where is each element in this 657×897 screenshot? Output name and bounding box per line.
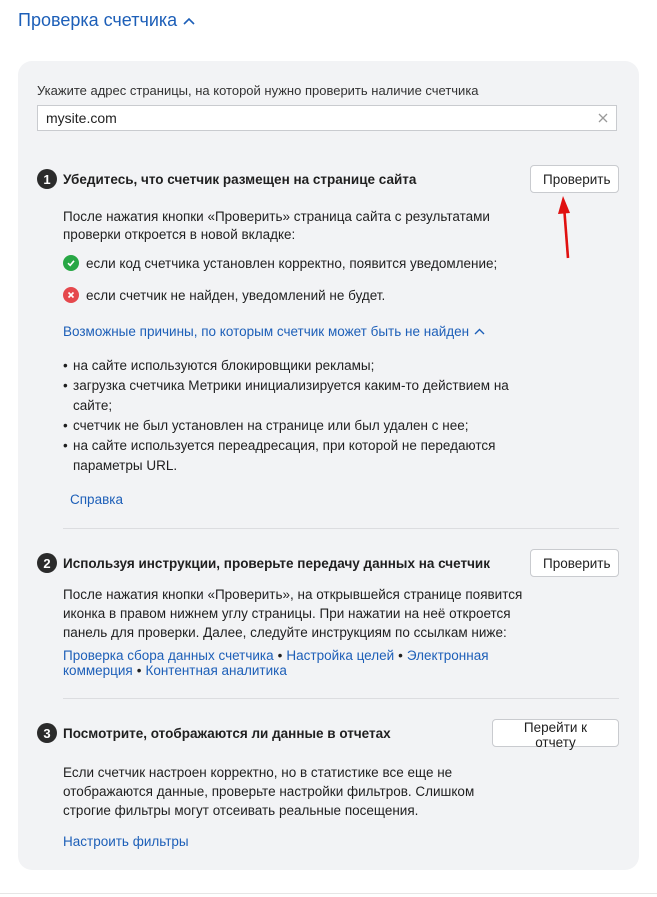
divider (63, 528, 619, 529)
step-3-desc-line3: строгие фильтры могут отсеивать реальные посещения. (63, 803, 419, 818)
step-2-desc-line2: иконка в правом нижнем углу страницы. При нажатии на неё откроется (63, 606, 511, 621)
step-2-links-line2: коммерция • Контентная аналитика (63, 663, 287, 678)
clear-icon[interactable] (596, 111, 610, 125)
list-item: • на сайте используется переадресация, при которой не передаются параметры URL. (63, 436, 513, 476)
step-3-desc-line1: Если счетчик настроен корректно, но в статистике все еще не (63, 765, 453, 780)
counter-check-panel (18, 61, 639, 870)
reasons-link-text: Возможные причины, по которым счетчик может быть не найден (63, 324, 470, 339)
step-3-title: Посмотрите, отображаются ли данные в отчетах (63, 726, 391, 741)
chevron-up-icon (183, 17, 195, 25)
divider (63, 698, 619, 699)
list-item: • на сайте используются блокировщики рекламы; (63, 356, 513, 376)
chevron-up-icon (474, 328, 485, 335)
error-text: если счетчик не найден, уведомлений не будет. (86, 288, 386, 303)
page-title-text: Проверка счетчика (18, 10, 178, 30)
list-item: • счетчик не был установлен на странице или был удален с нее; (63, 416, 513, 436)
ok-text: если код счетчика установлен корректно, появится уведомление; (86, 256, 498, 271)
counter-data-check-link[interactable]: Проверка сбора данных счетчика (63, 648, 274, 663)
step-2-number: 2 (37, 553, 57, 573)
step-2-desc-line3: панель для проверки. Далее, следуйте инструкциям по ссылкам ниже: (63, 625, 507, 640)
help-link[interactable]: Справка (70, 492, 123, 507)
step-3-desc-line2: отображаются данные, проверьте настройки фильтров. Слишком (63, 784, 475, 799)
ecommerce-link-part1[interactable]: Электронная (406, 648, 489, 663)
ecommerce-link-part2[interactable]: коммерция (63, 663, 133, 678)
step-1-title: Убедитесь, что счетчик размещен на странице сайта (63, 172, 417, 187)
check-circle-icon (63, 255, 79, 271)
step-1-number: 1 (37, 169, 57, 189)
goals-setup-link[interactable]: Настройка целей (286, 648, 395, 663)
step-3-number: 3 (37, 723, 57, 743)
url-field[interactable] (37, 105, 617, 131)
step-1-check-button[interactable]: Проверить (530, 165, 619, 193)
step-2-links-line1: Проверка сбора данных счетчика • Настройка целей • Электронная (63, 648, 489, 663)
reasons-toggle-link[interactable] (63, 324, 485, 339)
step-1-desc-line2: проверки откроется в новой вкладке: (63, 227, 296, 242)
content-analytics-link[interactable]: Контентная аналитика (145, 663, 287, 678)
step-2-check-button[interactable]: Проверить (530, 549, 619, 577)
error-circle-icon (63, 287, 79, 303)
list-item: • загрузка счетчика Метрики инициализируется каким-то действием на сайте; (63, 376, 513, 416)
url-hint: Укажите адрес страницы, на которой нужно проверить наличие счетчика (37, 83, 479, 98)
setup-filters-link[interactable]: Настроить фильтры (63, 834, 189, 849)
step-2-desc-line1: После нажатия кнопки «Проверить», на открывшейся странице появится (63, 587, 523, 602)
step-1-desc-line1: После нажатия кнопки «Проверить» страница сайта с результатами (63, 209, 490, 224)
divider (0, 893, 657, 894)
reasons-list (63, 356, 513, 476)
step-2-title: Используя инструкции, проверьте передачу данных на счетчик (63, 556, 490, 571)
go-to-report-button[interactable]: Перейти к отчету (492, 719, 619, 747)
url-input[interactable] (46, 109, 586, 127)
page-title[interactable] (18, 10, 195, 31)
